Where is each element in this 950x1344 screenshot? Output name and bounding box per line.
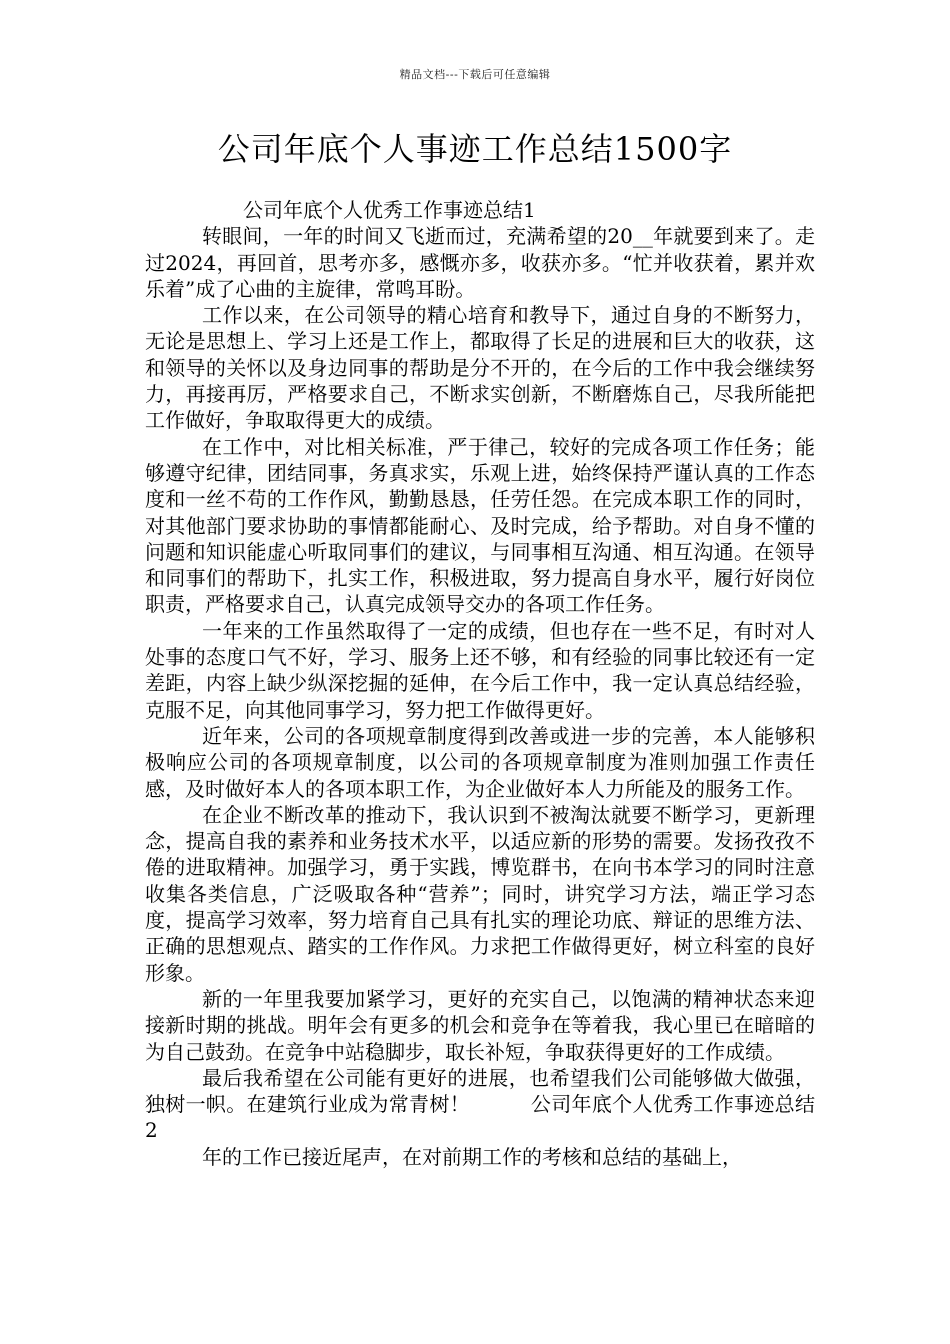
paragraph: 在企业不断改革的推动下，我认识到不被淘汰就要不断学习，更新理念，提高自我的素养和业务技术水平，以适应新的形势的需要。发扬孜孜不倦的进取精神。加强学习，勇于实践，博览群书，在向书本学习的同时注意收集各类信息，广泛吸取各种“营养”；同时，讲究学习方法，端正学习态度，提高学习效率，努力培育自己具有扎实的理论功底、辩证的思维方法、正确的思想观点、踏实的工作作风。力求把工作做得更好，树立科室的良好形象。 [145, 802, 815, 985]
document-body [145, 197, 815, 1170]
paragraph: 一年来的工作虽然取得了一定的成绩，但也存在一些不足，有时对人处事的态度口气不好，学习、服务上还不够，和有经验的同事比较还有一定差距，内容上缺少纵深挖掘的延伸，在今后工作中，我一定认真总结经验，克服不足，向其他同事学习，努力把工作做得更好。 [145, 618, 815, 722]
document-title: 公司年底个人事迹工作总结1500字 [217, 130, 733, 168]
paragraph: 新的一年里我要加紧学习，更好的充实自己，以饱满的精神状态来迎接新时期的挑战。明年会有更多的机会和竞争在等着我，我心里已在暗暗的为自己鼓劲。在竞争中站稳脚步，取长补短，争取获得更好的工作成绩。 [145, 986, 815, 1064]
paragraph: 最后我希望在公司能有更好的进展，也希望我们公司能够做大做强，独树一帜。在建筑行业成为常青树！ 公司年底个人优秀工作事迹总结2 [145, 1065, 815, 1143]
paragraph: 在工作中，对比相关标准，严于律己，较好的完成各项工作任务；能够遵守纪律，团结同事，务真求实，乐观上进，始终保持严谨认真的工作态度和一丝不苟的工作作风，勤勤恳恳，任劳任怨。在完成本职工作的同时，对其他部门要求协助的事情都能耐心、及时完成，给予帮助。对自身不懂的问题和知识能虚心听取同事们的建议，与同事相互沟通、相互沟通。在领导和同事们的帮助下，扎实工作，积极进取，努力提高自身水平，履行好岗位职责，严格要求自己，认真完成领导交办的各项工作任务。 [145, 434, 815, 617]
paragraph: 年的工作已接近尾声，在对前期工作的考核和总结的基础上， [202, 1144, 742, 1169]
section-heading: 公司年底个人优秀工作事迹总结1 [243, 198, 536, 222]
header-note: 精品文档---下载后可任意编辑 [399, 68, 551, 81]
paragraph: 近年来，公司的各项规章制度得到改善或进一步的完善，本人能够积极响应公司的各项规章制度，以公司的各项规章制度为准则加强工作责任感，及时做好本人的各项本职工作，为企业做好本人力所能及的服务工作。 [145, 723, 815, 801]
paragraph: 工作以来，在公司领导的精心培育和教导下，通过自身的不断努力，无论是思想上、学习上还是工作上，都取得了长足的进展和巨大的收获，这和领导的关怀以及身边同事的帮助是分不开的，在今后的工作中我会继续努力，再接再厉，严格要求自己，不断求实创新，不断磨炼自己，尽我所能把工作做好，争取取得更大的成绩。 [145, 303, 815, 433]
paragraph: 转眼间，一年的时间又飞逝而过，充满希望的20__年就要到来了。走过2024，再回首，思考亦多，感慨亦多，收获亦多。“忙并收获着，累并欢乐着”成了心曲的主旋律，常鸣耳盼。 [145, 224, 815, 301]
